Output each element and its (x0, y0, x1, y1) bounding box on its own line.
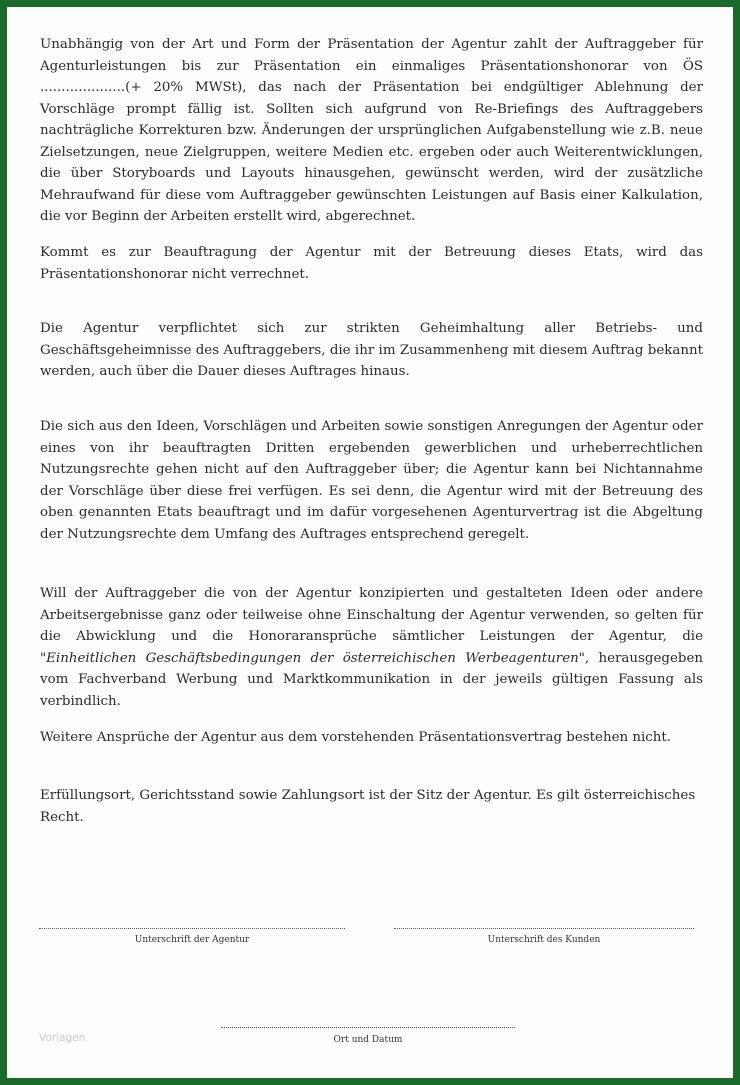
paragraph-no-further-claims: Weitere Ansprüche der Agentur aus dem vorstehenden Präsentationsvertrag bestehen nicht. (40, 730, 672, 745)
paragraph-terms-reference (40, 583, 703, 712)
paragraph-terms-text-after: , herausgegeben vom Fachverband Werbung und Marktkommunikation in der jeweils gültigen Fassung als verbindlich. (40, 650, 703, 709)
place-date-label: Ort und Datum (333, 1035, 403, 1045)
document-page (7, 7, 733, 1078)
paragraph-confidentiality: Die Agentur verpflichtet sich zur strikten Geheimhaltung aller Betriebs- und Geschäftsgeheimnisse des Auftraggebers, die ihr im Zusammenheng mit diesem Auftrag bekannt werden, auch über die Dauer dieses Auftrages hinaus. (40, 321, 703, 379)
paragraph-fee-not-charged: Kommt es zur Beauftragung der Agentur mit der Betreuung dieses Etats, wird das Präsentationshonorar nicht verrechnet. (40, 245, 703, 282)
paragraph-terms-text-before: Will der Auftraggeber die von der Agentur konzipierten und gestalteten Ideen oder andere Arbeitsergebnisse ganz oder teilweise ohne Einschaltung der Agentur verwenden, so gelten für die Abwicklung und die Honoraransprüche sämtlicher Leistungen der Agentur, die (40, 586, 703, 644)
customer-signature-label: Unterschrift des Kunden (487, 935, 601, 945)
paragraph-usage-rights: Die sich aus den Ideen, Vorschlägen und Arbeiten sowie sonstigen Anregungen der Agentur oder eines von ihr beauftragten Dritten ergebenden gewerblichen und urheberrechtlichen Nutzungsrechte gehen nicht auf den Auftraggeber über; die Agentur kann bei Nichtannahme der Vorschläge über diese frei verfügen. Es sei denn, die Agentur wird mit der Betreuung des oben genannten Etats beauftragt und im dafür vorgesehenen Agenturvertrag ist die Abgeltung der Nutzungsrechte dem Umfang des Auftrages entsprechend geregelt. (40, 419, 703, 542)
customer-signature-line[interactable] (394, 928, 694, 929)
terms-title: "Einheitlichen Geschäftsbedingungen der österreichischen Werbeagenturen" (40, 650, 585, 666)
footer-tag: Vorlagen (39, 1032, 86, 1044)
place-date-line[interactable] (221, 1027, 515, 1028)
paragraph-presentation-fee: Unabhängig von der Art und Form der Präsentation der Agentur zahlt der Auftraggeber für Agenturleistungen bis zur Präsentation ein einmaliges Präsentationshonorar von ÖS ....................(+ 20% MWSt), das nach der Präsentation bei endgültiger Ablehnung der Vorschläge prompt fällig ist. Sollten sich aufgrund von Re-Briefings des Auftraggebers nachträgliche Korrekturen bzw. Änderungen der ursprünglichen Aufgabenstellung wie z.B. neue Zielsetzungen, neue Zielgruppen, weitere Medien etc. ergeben oder auch Weiterentwicklungen, die über Storyboards und Layouts hinausgehen, gewünscht werden, wird der zusätzliche Mehraufwand für diese vom Auftraggeber gewünschten Leistungen auf Basis einer Kalkulation, die vor Beginn der Arbeiten erstellt wird, abgerechnet. (40, 37, 703, 224)
paragraph-jurisdiction: Erfüllungsort, Gerichtsstand sowie Zahlungsort ist der Sitz der Agentur. Es gilt österreichisches Recht. (40, 788, 696, 825)
agency-signature-line[interactable] (39, 928, 345, 929)
agency-signature-label: Unterschrift der Agentur (134, 935, 250, 945)
